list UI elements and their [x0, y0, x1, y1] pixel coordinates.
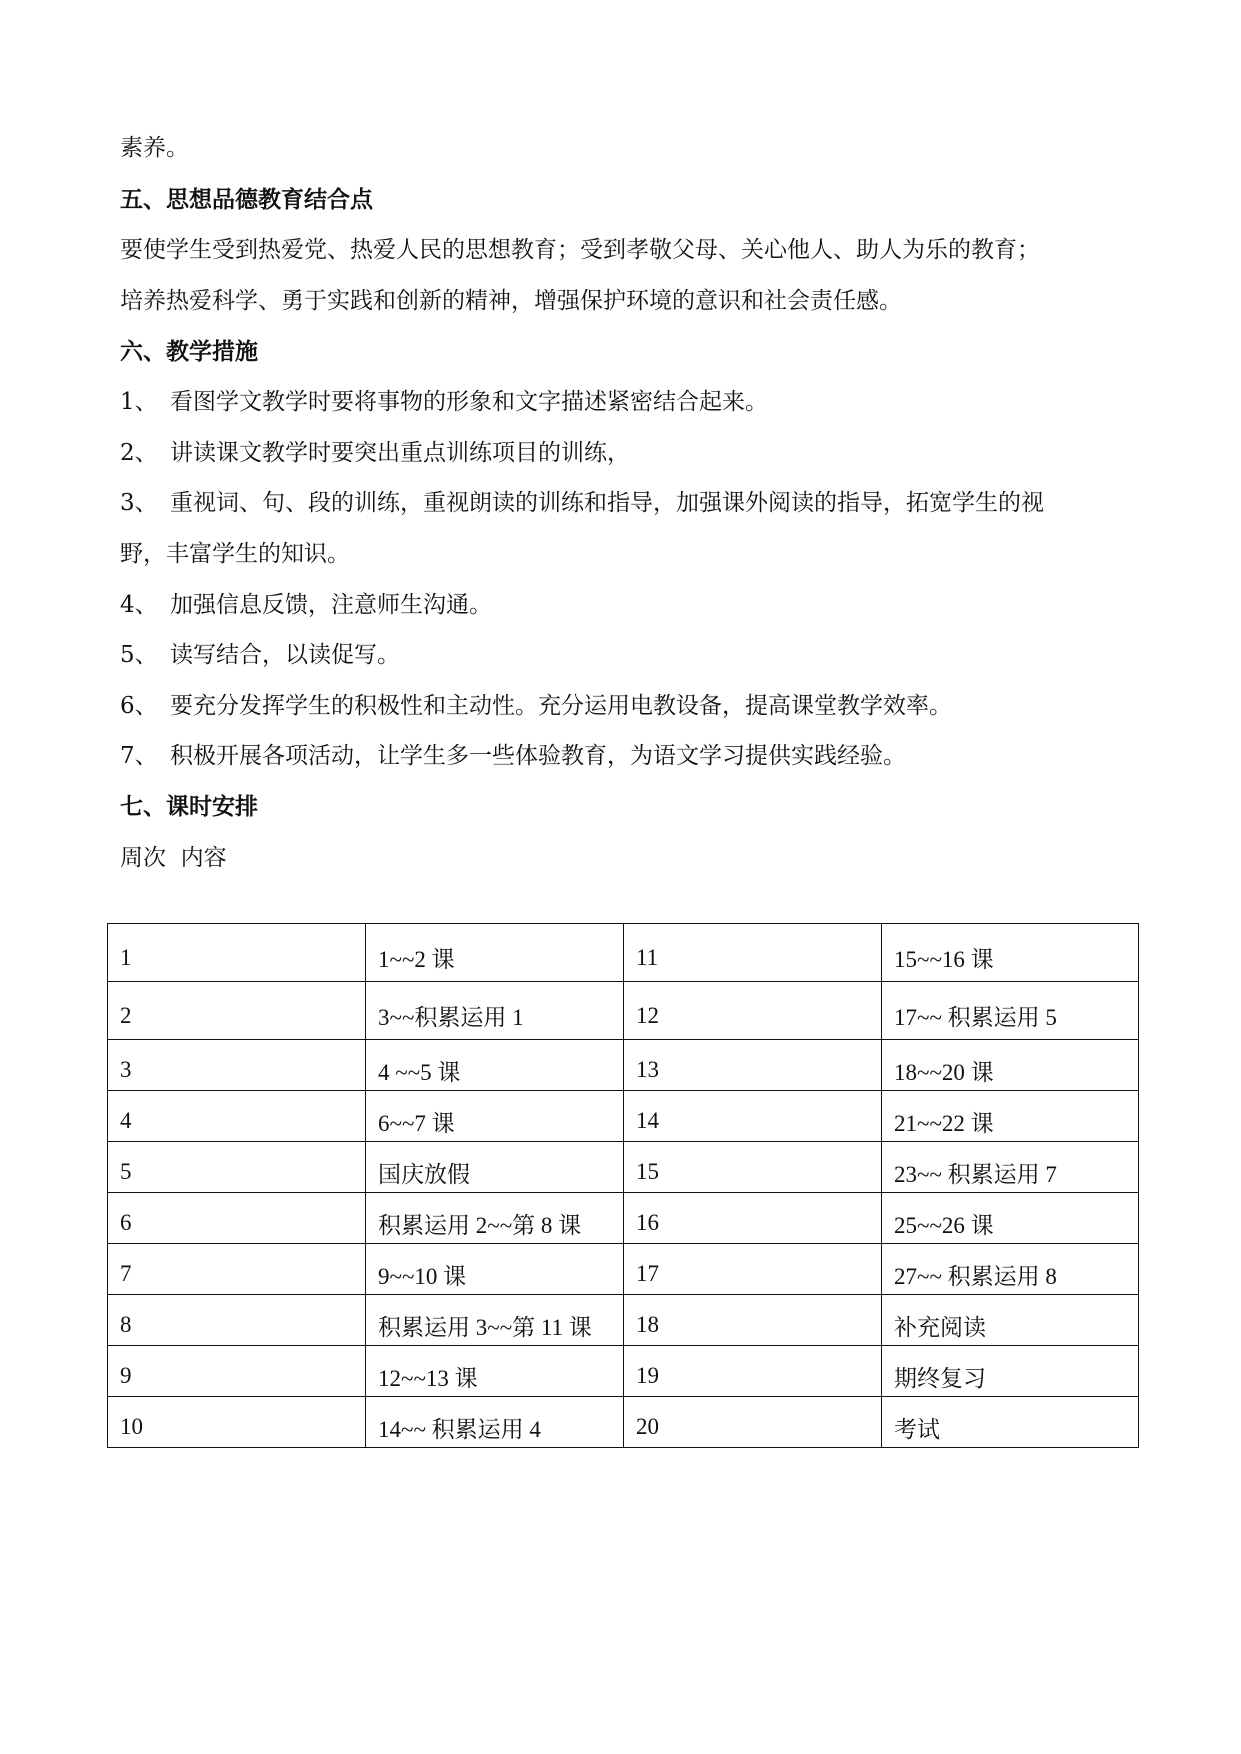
- measure-item-7: [120, 741, 906, 771]
- section5-line-2: 培养热爱科学、勇于实践和创新的精神，增强保护环境的意识和社会责任感。: [120, 288, 902, 314]
- week-cell: 1: [108, 924, 366, 982]
- content-cell: 3~~积累运用 1: [366, 982, 624, 1040]
- measure-number: 5、: [120, 642, 158, 668]
- content-cell: 积累运用 2~~第 8 课: [366, 1193, 624, 1244]
- week-cell: 9: [108, 1346, 366, 1397]
- content-cell: 17~~ 积累运用 5: [882, 982, 1139, 1040]
- section7-heading: 七、课时安排: [120, 794, 258, 820]
- week-cell: 14: [624, 1091, 882, 1142]
- table-row: [108, 924, 1139, 982]
- section5-heading: 五、思想品德教育结合点: [120, 187, 373, 213]
- content-cell: 23~~ 积累运用 7: [882, 1142, 1139, 1193]
- table-caption: 周次 内容: [120, 845, 227, 871]
- table-row: [108, 1040, 1139, 1091]
- week-cell: 10: [108, 1397, 366, 1448]
- table-row: [108, 982, 1139, 1040]
- measure-number: 4、: [120, 592, 158, 618]
- week-cell: 15: [624, 1142, 882, 1193]
- continuation-text: 素养。: [120, 135, 189, 161]
- schedule-table: [107, 923, 1139, 1448]
- week-cell: 7: [108, 1244, 366, 1295]
- measure-text: 看图学文教学时要将事物的形象和文字描述紧密结合起来。: [170, 389, 768, 415]
- week-cell: 2: [108, 982, 366, 1040]
- content-cell: 25~~26 课: [882, 1193, 1139, 1244]
- measure-item-5: [120, 640, 400, 670]
- table-row: [108, 1193, 1139, 1244]
- measure-text: 加强信息反馈，注意师生沟通。: [170, 592, 492, 618]
- week-cell: 20: [624, 1397, 882, 1448]
- table-row: [108, 1244, 1139, 1295]
- week-cell: 17: [624, 1244, 882, 1295]
- table-row: [108, 1091, 1139, 1142]
- week-cell: 5: [108, 1142, 366, 1193]
- table-row: [108, 1142, 1139, 1193]
- content-cell: 27~~ 积累运用 8: [882, 1244, 1139, 1295]
- table-row: [108, 1346, 1139, 1397]
- measure-item-2: [120, 438, 630, 468]
- table-row: [108, 1397, 1139, 1448]
- measure-text: 要充分发挥学生的积极性和主动性。充分运用电教设备，提高课堂教学效率。: [170, 693, 952, 719]
- measure-number: 2、: [120, 440, 158, 466]
- measure-text: 野，丰富学生的知识。: [120, 541, 350, 567]
- week-cell: 19: [624, 1346, 882, 1397]
- content-cell: 12~~13 课: [366, 1346, 624, 1397]
- content-cell: 9~~10 课: [366, 1244, 624, 1295]
- measure-item-6: [120, 691, 952, 721]
- week-cell: 8: [108, 1295, 366, 1346]
- content-cell: 1~~2 课: [366, 924, 624, 982]
- measure-number: 1、: [120, 389, 158, 415]
- measure-text: 重视词、句、段的训练，重视朗读的训练和指导，加强课外阅读的指导，拓宽学生的视: [170, 490, 1044, 516]
- week-cell: 3: [108, 1040, 366, 1091]
- content-cell: 积累运用 3~~第 11 课: [366, 1295, 624, 1346]
- week-cell: 4: [108, 1091, 366, 1142]
- content-cell: 14~~ 积累运用 4: [366, 1397, 624, 1448]
- content-cell: 补充阅读: [882, 1295, 1139, 1346]
- measure-number: 3、: [120, 490, 158, 516]
- week-cell: 11: [624, 924, 882, 982]
- section6-heading: 六、教学措施: [120, 339, 258, 365]
- content-cell: 21~~22 课: [882, 1091, 1139, 1142]
- week-cell: 12: [624, 982, 882, 1040]
- measure-text: 读写结合，以读促写。: [170, 642, 400, 668]
- measure-item-3: [120, 488, 1044, 518]
- measure-number: 6、: [120, 693, 158, 719]
- content-cell: 国庆放假: [366, 1142, 624, 1193]
- content-cell: 考试: [882, 1397, 1139, 1448]
- week-cell: 18: [624, 1295, 882, 1346]
- measure-item-3-continued: [120, 539, 350, 569]
- week-cell: 6: [108, 1193, 366, 1244]
- section5-line-1: 要使学生受到热爱党、热爱人民的思想教育；受到孝敬父母、关心他人、助人为乐的教育；: [120, 237, 1040, 263]
- week-cell: 16: [624, 1193, 882, 1244]
- content-cell: 4 ~~5 课: [366, 1040, 624, 1091]
- measure-text: 讲读课文教学时要突出重点训练项目的训练，: [170, 440, 630, 466]
- content-cell: 期终复习: [882, 1346, 1139, 1397]
- week-cell: 13: [624, 1040, 882, 1091]
- table-row: [108, 1295, 1139, 1346]
- content-cell: 15~~16 课: [882, 924, 1139, 982]
- measure-number: 7、: [120, 743, 158, 769]
- measure-item-1: [120, 387, 768, 417]
- measure-text: 积极开展各项活动，让学生多一些体验教育，为语文学习提供实践经验。: [170, 743, 906, 769]
- content-cell: 6~~7 课: [366, 1091, 624, 1142]
- content-cell: 18~~20 课: [882, 1040, 1139, 1091]
- measure-item-4: [120, 590, 492, 620]
